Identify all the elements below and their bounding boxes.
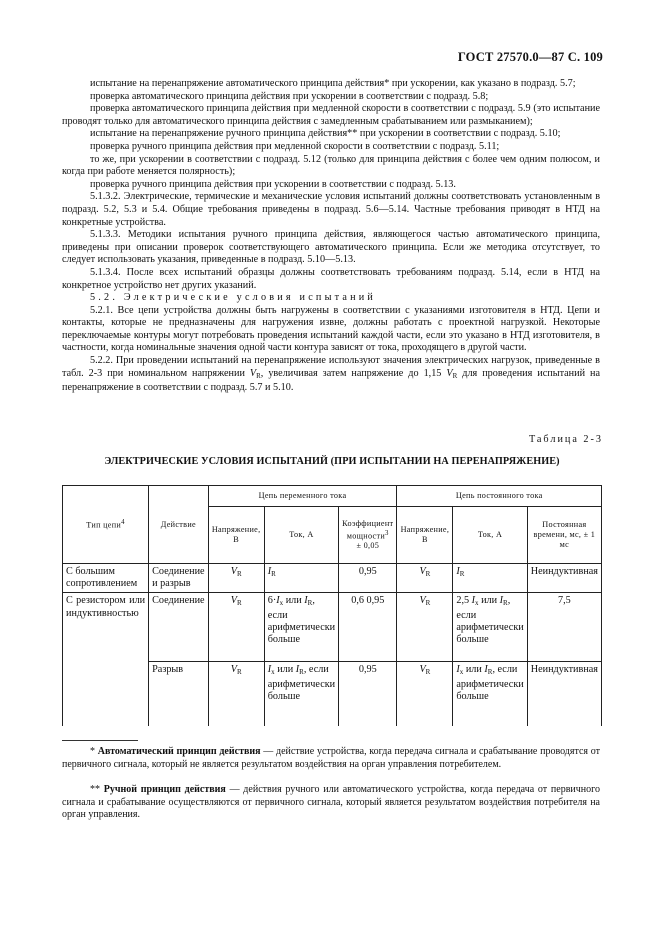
section-heading: 5.2. Электрические условия испытаний: [90, 292, 377, 304]
footnote-separator: [62, 740, 138, 741]
paragraph-5-2-2: 5.2.2. При проведении испытаний на перенапряжение используют значения электрических нагрузок, приведенные в табл. 2-3 при номинальном напряжении $V_R$, увеличивая затем напряжение до 1,15 $V_R$ для проведения испытаний на перенапряжение в соответствии с подразд. 5.7 и 5.10.: [62, 355, 600, 394]
paragraph: проверка ручного принципа действия при медленной скорости в соответствии с подразд. 5.11;: [90, 140, 500, 152]
body-text: [62, 78, 600, 395]
header-circuit-type: Тип цепи$^4$: [63, 486, 149, 564]
cell-power-factor: 0,95: [339, 564, 397, 593]
paragraph: проверка ручного принципа действия при ускорении в соответствии с подразд. 5.13.: [90, 178, 456, 190]
table-row: [63, 564, 602, 593]
cell-ac-current: $I_x$ или $I_R$, если арифметически больше: [264, 662, 338, 727]
header-ac-voltage: Напряжение, В: [208, 507, 264, 564]
header-action: Действие: [149, 486, 208, 564]
cell-dc-voltage: $V_R$: [397, 593, 453, 662]
page-header: ГОСТ 27570.0—87 С. 109: [457, 50, 603, 64]
cell-ac-voltage: $V_R$: [208, 593, 264, 662]
cell-time-constant: 7,5: [527, 593, 601, 662]
paragraph: 5.1.3.3. Методики испытания ручного принципа действия, являющегося частью автоматического принципа, приведены при описании проверок соответствующего автоматического принципа. Если же методика отсутствует, то следует использовать указания, приведенные в подразд. 5.10—5.13.: [62, 229, 600, 266]
header-dc-circuit: Цепь постоянного тока: [397, 486, 602, 507]
footnote-manual: ** Ручной принцип действия — действия ручного или автоматического устройства, когда передача от первичного сигнала и срабатывание осуществляются от первичного сигнала, который является результатом воздействия потребителя на орган управления.: [62, 784, 601, 821]
cell-dc-current: $I_x$ или $I_R$, если арифметически больше: [453, 662, 527, 727]
cell-ac-current: $I_R$: [264, 564, 338, 593]
cell-action: Соединение: [149, 593, 208, 662]
paragraph: испытание на перенапряжение ручного принципа действия** при ускорении в соответствии с подразд. 5.10;: [90, 128, 561, 140]
header-power-factor: Коэффициент мощности$^3$ ± 0,05: [339, 507, 397, 564]
footnote-automatic: * Автоматический принцип действия — действие устройства, когда передача сигнала и срабатывание проводятся от первичного сигнала, который не является результатом воздействия на орган управления потребителем.: [62, 746, 600, 770]
paragraph: 5.2.1. Все цепи устройства должны быть нагружены в соответствии с указаниями изготовителя в НТД. Цепи и контакты, которые не предназначены для нагружения извне, должны работать с проектной нагрузкой. Некоторые переключаемые контуры могут потребовать проведения испытаний каждой части, если это указано в НТД изготовителя, в частности, когда номинальные значения одной части контура зависят от тока, проходящего в другой части.: [62, 304, 600, 354]
paragraph: проверка автоматического принципа действия при ускорении в соответствии с подразд. 5.8;: [90, 90, 489, 102]
conditions-table: [62, 485, 602, 726]
cell-action: Разрыв: [149, 662, 208, 727]
cell-time-constant: Неиндуктивная: [527, 564, 601, 593]
cell-action: Соединение и разрыв: [149, 564, 208, 593]
header-dc-voltage: Напряжение, В: [397, 507, 453, 564]
cell-power-factor: 0,95: [339, 662, 397, 727]
cell-ac-voltage: $V_R$: [208, 662, 264, 727]
table-title: ЭЛЕКТРИЧЕСКИЕ УСЛОВИЯ ИСПЫТАНИЙ (ПРИ ИСПЫТАНИИ НА ПЕРЕНАПРЯЖЕНИЕ): [104, 456, 560, 467]
cell-type: С большим сопротивлением: [63, 564, 149, 593]
header-ac-circuit: Цепь переменного тока: [208, 486, 397, 507]
table-row: [63, 593, 602, 662]
cell-dc-current: 2,5 $I_x$ или $I_R$, если арифметически больше: [453, 593, 527, 662]
header-time-constant: Постоянная времени, мс, ± 1 мс: [527, 507, 601, 564]
cell-dc-voltage: $V_R$: [397, 564, 453, 593]
paragraph: то же, при ускорении в соответствии с подразд. 5.12 (только для принципа действия с более чем одним полюсом, и когда при работе меняется полярность);: [62, 153, 600, 178]
cell-power-factor: 0,6 0,95: [339, 593, 397, 662]
paragraph: 5.1.3.4. После всех испытаний образцы должны соответствовать требованиям подразд. 5.14, если в НТД на конкретное устройство нет других указаний.: [62, 266, 600, 291]
paragraph: испытание на перенапряжение автоматического принципа действия* при ускорении, как указано в подразд. 5.7;: [90, 78, 576, 89]
paragraph: 5.1.3.2. Электрические, термические и механические условия испытаний должны соответствовать установленным в подразд. 5.2, 5.3 и 5.4. Общие требования приведены в подразд. 5.6—5.14. Частные требования приводят в НТД на конкретные устройства.: [62, 191, 600, 228]
paragraph: проверка автоматического принципа действия при медленной скорости в соответствии с подразд. 5.9 (это испытание проводят только для автоматического принципа действия с замедленным срабатыванием или размыканием);: [62, 103, 600, 127]
cell-type: С резистором или индуктивностью: [63, 593, 149, 727]
cell-ac-voltage: $V_R$: [208, 564, 264, 593]
header-ac-current: Ток, А: [264, 507, 338, 564]
table-caption: Таблица 2-3: [528, 434, 603, 445]
cell-time-constant: Неиндуктивная: [527, 662, 601, 727]
table-header-row: [63, 486, 602, 507]
cell-dc-voltage: $V_R$: [397, 662, 453, 727]
header-dc-current: Ток, А: [453, 507, 527, 564]
cell-ac-current: $6\cdot I_x$ или $I_R$, если арифметически больше: [264, 593, 338, 662]
cell-dc-current: $I_R$: [453, 564, 527, 593]
